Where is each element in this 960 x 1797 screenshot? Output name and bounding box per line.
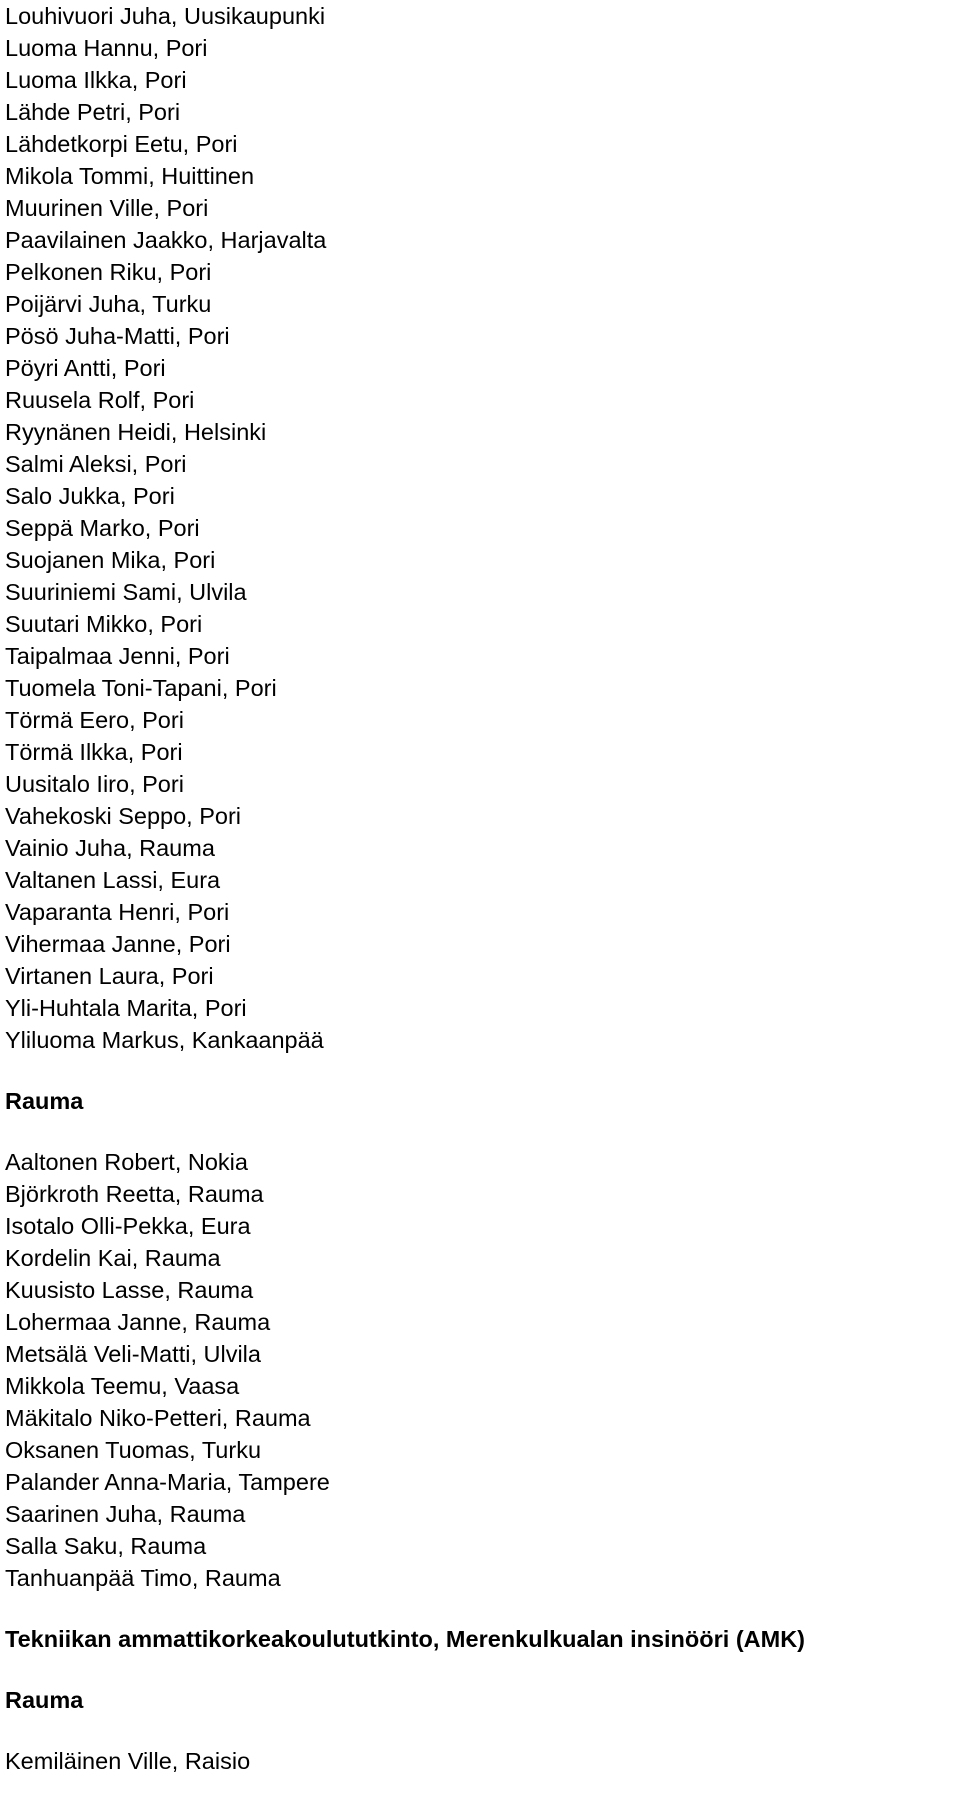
list-item: Poijärvi Juha, Turku — [5, 291, 212, 317]
list-item: Kuusisto Lasse, Rauma — [5, 1277, 254, 1303]
list-item: Oksanen Tuomas, Turku — [5, 1437, 262, 1463]
list-item: Vihermaa Janne, Pori — [5, 931, 231, 957]
list-item: Kordelin Kai, Rauma — [5, 1245, 221, 1271]
list-item: Suutari Mikko, Pori — [5, 611, 203, 637]
list-item: Suojanen Mika, Pori — [5, 547, 216, 573]
list-item: Mäkitalo Niko-Petteri, Rauma — [5, 1405, 311, 1431]
list-item: Salo Jukka, Pori — [5, 483, 175, 509]
graduate-list-document — [5, 0, 955, 1777]
list-item: Ryynänen Heidi, Helsinki — [5, 419, 267, 445]
list-item: Kemiläinen Ville, Raisio — [5, 1748, 251, 1774]
section-heading-rauma: Rauma — [5, 1088, 84, 1114]
list-item: Törmä Eero, Pori — [5, 707, 184, 733]
list-item: Louhivuori Juha, Uusikaupunki — [5, 3, 326, 29]
list-item: Uusitalo Iiro, Pori — [5, 771, 184, 797]
list-item: Björkroth Reetta, Rauma — [5, 1181, 264, 1207]
list-item: Salmi Aleksi, Pori — [5, 451, 187, 477]
graduate-list-rauma — [5, 1146, 955, 1594]
list-item: Yliluoma Markus, Kankaanpää — [5, 1027, 324, 1053]
list-item: Suuriniemi Sami, Ulvila — [5, 579, 247, 605]
list-item: Paavilainen Jaakko, Harjavalta — [5, 227, 327, 253]
list-item: Vaparanta Henri, Pori — [5, 899, 230, 925]
list-item: Lähde Petri, Pori — [5, 99, 181, 125]
list-item: Lähdetkorpi Eetu, Pori — [5, 131, 238, 157]
list-item: Taipalmaa Jenni, Pori — [5, 643, 230, 669]
list-item: Pösö Juha-Matti, Pori — [5, 323, 230, 349]
list-item: Ruusela Rolf, Pori — [5, 387, 195, 413]
list-item: Valtanen Lassi, Eura — [5, 867, 221, 893]
section-heading-degree-rauma: Rauma — [5, 1687, 84, 1713]
list-item: Tuomela Toni-Tapani, Pori — [5, 675, 277, 701]
list-item: Isotalo Olli-Pekka, Eura — [5, 1213, 251, 1239]
list-item: Yli-Huhtala Marita, Pori — [5, 995, 247, 1021]
graduate-list-degree-rauma — [5, 1745, 955, 1777]
list-item: Virtanen Laura, Pori — [5, 963, 214, 989]
list-item: Saarinen Juha, Rauma — [5, 1501, 246, 1527]
list-item: Seppä Marko, Pori — [5, 515, 200, 541]
list-item: Mikola Tommi, Huittinen — [5, 163, 255, 189]
list-item: Palander Anna-Maria, Tampere — [5, 1469, 330, 1495]
list-item: Pelkonen Riku, Pori — [5, 259, 212, 285]
list-item: Metsälä Veli-Matti, Ulvila — [5, 1341, 261, 1367]
list-item: Tanhuanpää Timo, Rauma — [5, 1565, 281, 1591]
list-item: Törmä Ilkka, Pori — [5, 739, 183, 765]
list-item: Vahekoski Seppo, Pori — [5, 803, 242, 829]
graduate-list-continued — [5, 0, 955, 1056]
list-item: Mikkola Teemu, Vaasa — [5, 1373, 240, 1399]
degree-title: Tekniikan ammattikorkeakoulututkinto, Merenkulkualan insinööri (AMK) — [5, 1626, 805, 1652]
list-item: Muurinen Ville, Pori — [5, 195, 209, 221]
list-item: Salla Saku, Rauma — [5, 1533, 207, 1559]
list-item: Luoma Hannu, Pori — [5, 35, 208, 61]
list-item: Pöyri Antti, Pori — [5, 355, 166, 381]
list-item: Vainio Juha, Rauma — [5, 835, 215, 861]
list-item: Lohermaa Janne, Rauma — [5, 1309, 271, 1335]
list-item: Aaltonen Robert, Nokia — [5, 1149, 248, 1175]
list-item: Luoma Ilkka, Pori — [5, 67, 187, 93]
